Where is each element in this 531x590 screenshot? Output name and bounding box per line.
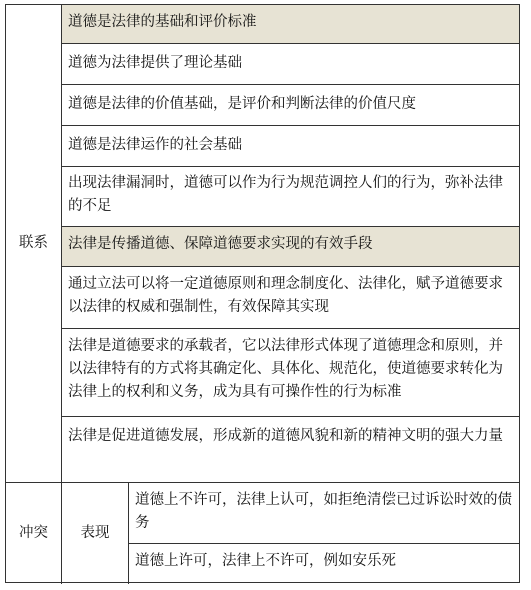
lianxi-row-3-text: 道德是法律的价值基础，是评价和判断法律的价值尺度 bbox=[68, 96, 416, 112]
chongtu-label: 冲突 bbox=[19, 525, 48, 541]
chongtu-sub-label: 表现 bbox=[80, 525, 110, 541]
lianxi-row-4 bbox=[62, 126, 519, 167]
lianxi-row-9 bbox=[62, 417, 519, 483]
lianxi-row-6 bbox=[62, 227, 519, 267]
lianxi-row-2-text: 道德为法律提供了理论基础 bbox=[68, 55, 242, 71]
lianxi-row-2 bbox=[62, 44, 519, 85]
chongtu-row-2 bbox=[129, 544, 519, 582]
lianxi-row-6-text: 法律是传播道德、保障道德要求实现的有效手段 bbox=[68, 236, 373, 252]
lianxi-row-4-text: 道德是法律运作的社会基础 bbox=[68, 137, 242, 153]
chongtu-row-1 bbox=[129, 483, 519, 544]
lianxi-row-5 bbox=[62, 167, 519, 227]
chongtu-row-1-text: 道德上不许可，法律上认可，如拒绝清偿已过诉讼时效的债务 bbox=[135, 492, 512, 531]
law-morality-table bbox=[5, 4, 520, 583]
lianxi-row-5-text: 出现法律漏洞时，道德可以作为行为规范调控人们的行为，弥补法律的不足 bbox=[68, 175, 503, 214]
lianxi-row-1 bbox=[62, 5, 519, 44]
lianxi-row-8 bbox=[62, 329, 519, 417]
lianxi-row-3 bbox=[62, 85, 519, 126]
chongtu-row-2-text: 道德上许可，法律上不许可，例如安乐死 bbox=[135, 553, 396, 569]
lianxi-row-8-text: 法律是道德要求的承载者，它以法律形式体现了道德理念和原则，并以法律特有的方式将其确定化、具体化、规范化，使道德要求转化为法律上的权利和义务，成为具有可操作性的行为标准 bbox=[68, 338, 503, 400]
lianxi-label: 联系 bbox=[19, 235, 48, 251]
lianxi-row-9-text: 法律是促进道德发展，形成新的道德风貌和新的精神文明的强大力量 bbox=[68, 428, 503, 444]
lianxi-row-7-text: 通过立法可以将一定道德原则和理念制度化、法律化，赋予道德要求以法律的权威和强制性，有效保障其实现 bbox=[68, 276, 503, 315]
lianxi-row-1-text: 道德是法律的基础和评价标准 bbox=[68, 14, 257, 30]
lianxi-row-7 bbox=[62, 267, 519, 329]
